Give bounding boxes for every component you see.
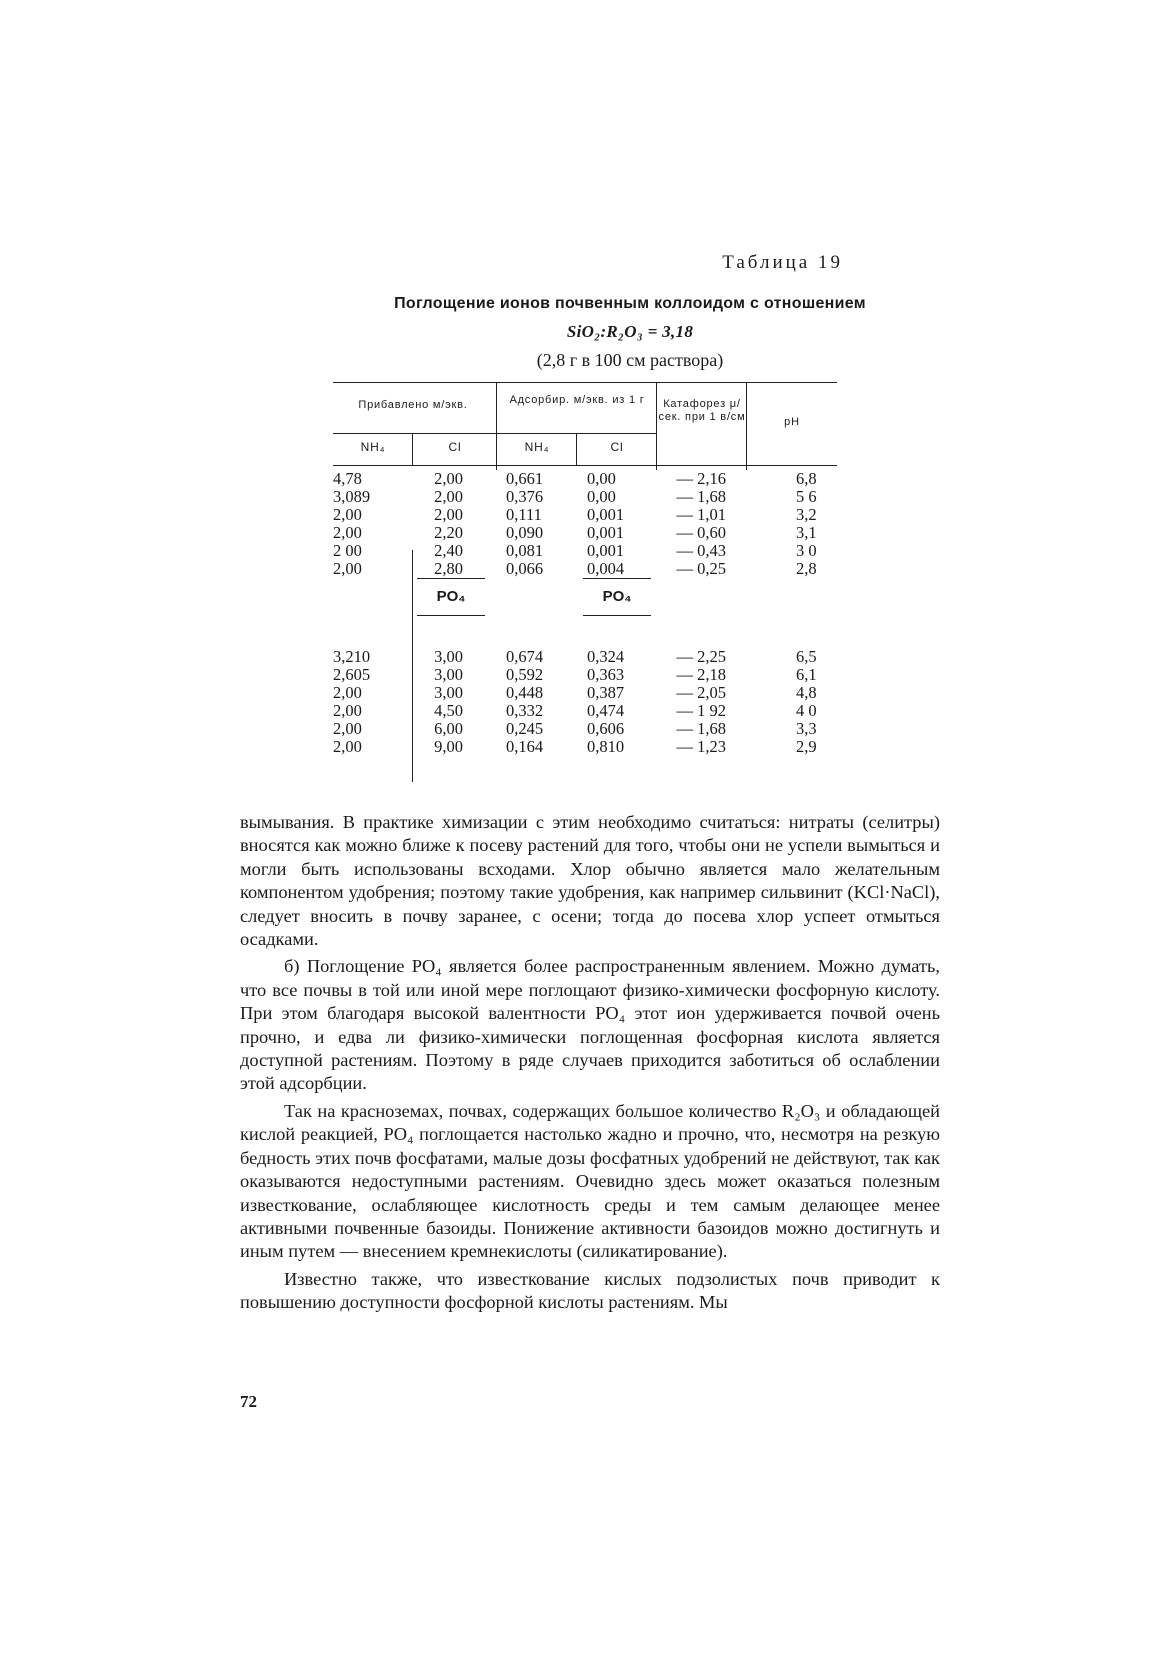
table-cell: 0,081 <box>506 541 544 560</box>
header-sub-rule <box>333 433 657 434</box>
header-bottom-rule <box>333 465 837 466</box>
paragraph: Так на красноземах, почвах, содержащих большое количество R₂O₃ и обладающей кислой реакцией, PO₄ поглощается настолько жадно и прочно, что, несмотря на резкую бедность этих почв фосфатами, малые дозы фосфатных удобрений не действуют, так как оказываются недоступными растениям. Очевидно здесь может оказаться полезным известкование, ослабляющее кислотность среды и тем самым делающее менее активными почвенные базоиды. Понижение активности базоидов можно достигнуть и иным путем — внесением кремнекислоты (силикатирование). <box>240 1100 940 1262</box>
body-text <box>240 811 940 1315</box>
table-cell: 0,001 <box>587 523 625 542</box>
table-cell: 6,8 <box>796 469 817 488</box>
header-added: Прибавлено м/экв. <box>358 399 468 411</box>
table-cell: 2,00 <box>333 505 362 524</box>
table-cell: 0,324 <box>587 647 625 666</box>
vrule-main-2 <box>656 382 657 470</box>
table-cell: 0,606 <box>587 719 625 738</box>
table-cell: — 1,01 <box>676 505 726 524</box>
cl-col-added-cl <box>413 470 463 578</box>
table-cell: 4,78 <box>333 469 362 488</box>
table-cell: 2,00 <box>434 469 463 488</box>
po4-col-adsorbed-po4 <box>587 648 647 756</box>
po4-rule-added-bottom <box>417 615 485 616</box>
po4-rule-adsorbed-top <box>583 578 651 579</box>
table-cell: 9,00 <box>434 737 463 756</box>
table-cell: 0,164 <box>506 737 544 756</box>
table-cell: 3,00 <box>434 683 463 702</box>
table-cell: 2,605 <box>333 665 371 684</box>
table-cell: 0,448 <box>506 683 544 702</box>
table-title-line1: Поглощение ионов почвенным коллоидом с отношением <box>394 295 866 312</box>
table-cell: 0,387 <box>587 683 625 702</box>
table-cell: 3,3 <box>796 719 817 738</box>
table-cell: 2,00 <box>434 487 463 506</box>
table-cell: — 2,18 <box>676 665 726 684</box>
table-cell: 3,1 <box>796 523 817 542</box>
table-cell: — 2,25 <box>676 647 726 666</box>
table-top-rule <box>333 382 837 383</box>
table-cell: 2,40 <box>434 541 463 560</box>
table-cell: 3,2 <box>796 505 817 524</box>
po4-col-added-po4 <box>413 648 463 756</box>
cl-col-added-nh4 <box>333 470 395 578</box>
table-cell: 0,001 <box>587 505 625 524</box>
cl-col-cataphoresis <box>658 470 726 578</box>
po4-col-ph <box>796 648 836 756</box>
table-cell: 0,674 <box>506 647 544 666</box>
table-cell: — 1,68 <box>676 487 726 506</box>
table-cell: 4,50 <box>434 701 463 720</box>
table-cell: 2,00 <box>333 737 362 756</box>
po4-col-adsorbed-nh4 <box>506 648 566 756</box>
table-cell: 2,00 <box>333 719 362 738</box>
header-adsorbed-cl: Cl <box>610 440 624 454</box>
table-cell: 6,00 <box>434 719 463 738</box>
table-cell: 2,8 <box>796 559 817 578</box>
table-cell: — 0,43 <box>676 541 726 560</box>
table-cell: 2,9 <box>796 737 817 756</box>
table-cell: 0,245 <box>506 719 544 738</box>
vrule-header-added <box>412 433 413 465</box>
table-cell: 3,210 <box>333 647 371 666</box>
table-cell: 2,00 <box>333 559 362 578</box>
table-cell: 0,376 <box>506 487 544 506</box>
cl-col-adsorbed-nh4 <box>506 470 566 578</box>
table-cell: 3 0 <box>796 541 817 560</box>
table-cell: 5 6 <box>796 487 817 506</box>
paragraph: б) Поглощение PO₄ является более распространенным явлением. Можно думать, что все почвы в той или иной мере поглощают физико-химически фосфорную кислоту. При этом благодаря высокой валентности PO₄ этот ион удерживается почвой очень прочно, и едва ли физико-химически поглощенная фосфорная кислота является доступной растениям. Поэтому в ряде случаев приходится заботиться об ослаблении этой адсорбции. <box>240 956 940 1094</box>
table-subtitle: (2,8 г в 100 см раствора) <box>536 350 724 370</box>
header-added-nh4: NH₄ <box>360 440 386 454</box>
table-cell: 3,089 <box>333 487 371 506</box>
po4-col-cataphoresis <box>658 648 726 756</box>
header-adsorbed-nh4: NH₄ <box>524 440 550 454</box>
table-cell: 4,8 <box>796 683 817 702</box>
table-cell: 6,1 <box>796 665 817 684</box>
table-cell: 0,111 <box>506 505 542 524</box>
header-cataphoresis: Катафорез μ/сек. при 1 в/см <box>658 398 746 423</box>
table-cell: — 1,68 <box>676 719 726 738</box>
table-cell: 0,066 <box>506 559 544 578</box>
table-cell: 0,661 <box>506 469 544 488</box>
table-cell: 2,00 <box>333 701 362 720</box>
table-cell: — 0,25 <box>676 559 726 578</box>
table-cell: 2 00 <box>333 541 362 560</box>
po4-label-adsorbed: PO₄ <box>602 588 632 605</box>
vrule-header-adsorbed <box>576 433 577 465</box>
page-number: 72 <box>240 1392 257 1411</box>
table-cell: 2,00 <box>333 683 362 702</box>
table-cell: 2,00 <box>333 523 362 542</box>
table-cell: 0,363 <box>587 665 625 684</box>
cl-col-adsorbed-cl <box>587 470 647 578</box>
po4-rule-added-top <box>417 578 485 579</box>
table-cell: 0,00 <box>587 469 616 488</box>
table-cell: — 1,23 <box>676 737 726 756</box>
table-cell: — 1 92 <box>676 701 726 720</box>
table-title <box>250 290 1010 346</box>
header-ph: pH <box>784 416 800 428</box>
table-cell: 3,00 <box>434 647 463 666</box>
table-cell: 0,474 <box>587 701 625 720</box>
table-cell: 0,004 <box>587 559 625 578</box>
table-cell: — 2,05 <box>676 683 726 702</box>
table-cell: 2,00 <box>434 505 463 524</box>
po4-col-added-nh4 <box>333 648 395 756</box>
table-cell: 0,00 <box>587 487 616 506</box>
po4-rule-adsorbed-bottom <box>583 615 651 616</box>
table-cell: 3,00 <box>434 665 463 684</box>
paragraph: вымывания. В практике химизации с этим необходимо считаться: нитраты (селитры) вносятся как можно ближе к посеву растений для того, чтобы они не успели вымыться и могли быть использованы всходами. Хлор обычно является мало желательным компонентом удобрения; поэтому такие удобрения, как например сильвинит (KCl·NaCl), следует вносить в почву заранее, с осени; тогда до посева хлор успеет отмыться осадками. <box>240 812 940 950</box>
table-cell: 2,80 <box>434 559 463 578</box>
table-title-line2: SiO₂:R₂O₃ = 3,18 <box>566 322 694 341</box>
table-cell: — 2,16 <box>676 469 726 488</box>
table-number: Таблица 19 <box>722 252 843 273</box>
table-cell: 0,810 <box>587 737 625 756</box>
header-added-cl: Cl <box>448 440 462 454</box>
table-cell: 0,001 <box>587 541 625 560</box>
cl-col-ph <box>796 470 836 578</box>
header-adsorbed: Адсорбир. м/экв. из 1 г <box>509 394 645 406</box>
table-cell: 0,592 <box>506 665 544 684</box>
paragraph: Известно также, что известкование кислых подзолистых почв приводит к повышению доступности фосфорной кислоты растениям. Мы <box>240 1268 940 1313</box>
table-cell: 0,332 <box>506 701 544 720</box>
table-cell: — 0,60 <box>676 523 726 542</box>
vrule-main-1 <box>496 382 497 470</box>
po4-label-added: PO₄ <box>436 588 466 605</box>
table-cell: 0,090 <box>506 523 544 542</box>
table-cell: 2,20 <box>434 523 463 542</box>
table-cell: 6,5 <box>796 647 817 666</box>
vrule-main-3 <box>746 382 747 470</box>
table-cell: 4 0 <box>796 701 817 720</box>
